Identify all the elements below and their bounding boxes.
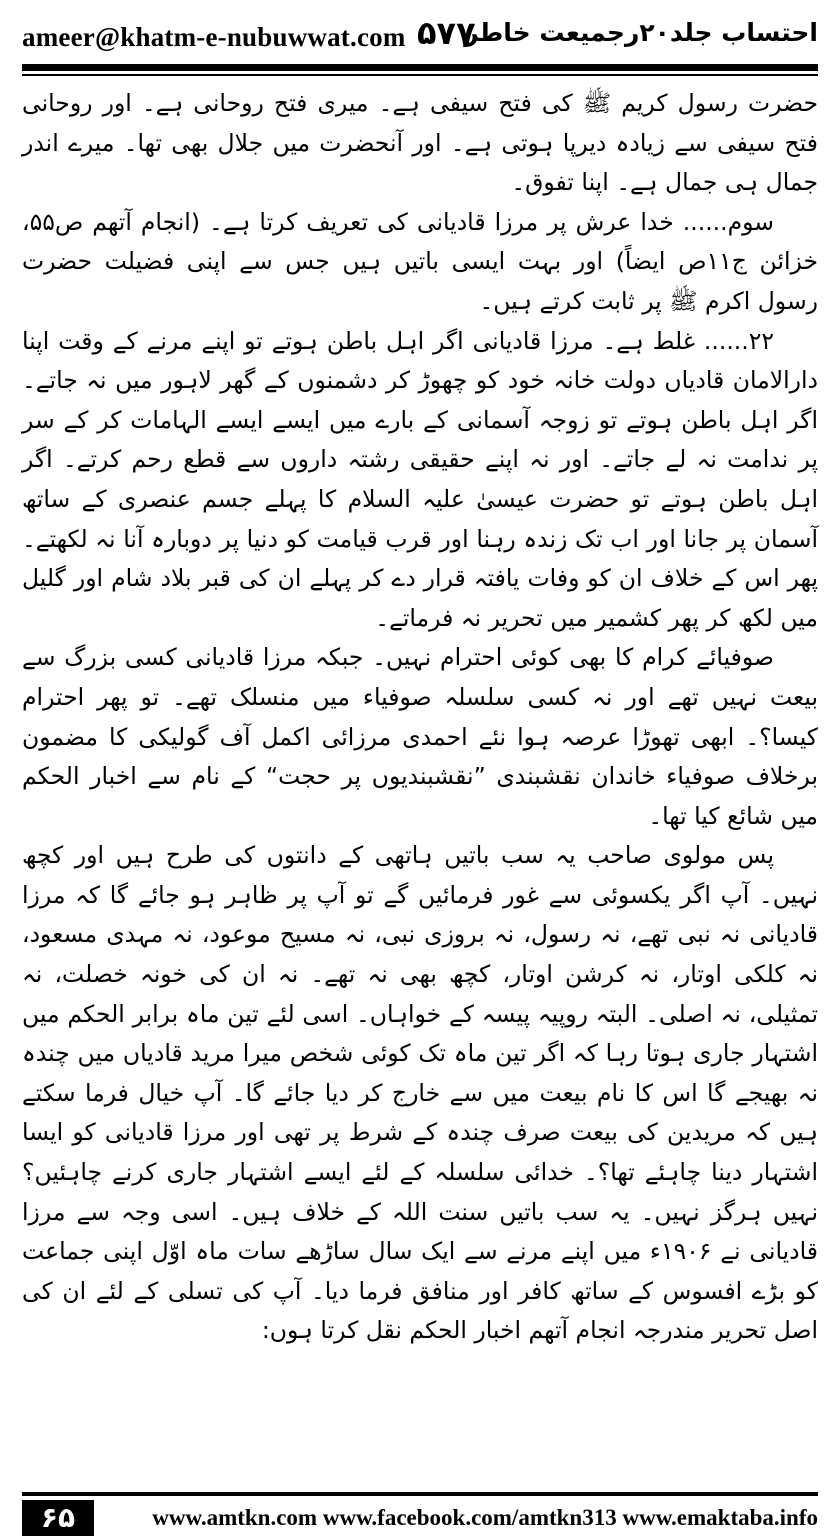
header-email[interactable]: ameer@khatm-e-nubuwwat.com bbox=[22, 22, 406, 52]
footer-page-number: ۶۵ bbox=[22, 1500, 94, 1536]
paragraph-4: صوفیائے کرام کا بھی کوئی احترام نہیں۔ جبکہ مرزا قادیانی کسی بزرگ سے بیعت نہیں تھے اور نہ کسی سلسلہ صوفیاء میں منسلک تھے۔ تو پھر احترام کیسا؟۔ ابھی تھوڑا عرصہ ہوا نئے احمدی مرزائی اکمل آف گولیکی کا مضمون برخلاف صوفیاء خاندان نقشبندی ”نقشبندیوں پر حجت“ کے نام سے اخبار الحکم میں شائع کیا تھا۔ bbox=[22, 643, 818, 830]
header-rule-thick bbox=[22, 64, 818, 71]
page-header bbox=[22, 10, 818, 66]
page-body bbox=[22, 84, 818, 1351]
header-rule-thin bbox=[22, 74, 818, 76]
header-page-number: ۵۷۷ bbox=[417, 14, 476, 52]
paragraph-2: سوم...... خدا عرش پر مرزا قادیانی کی تعریف کرتا ہے۔ (انجام آتھم ص۵۵، خزائن ج۱۱ص ایضاً) اور بہت ایسی باتیں ہیں جس سے اپنی فضیلت حضرت رسول اکرم ﷺ پر ثابت کرتے ہیں۔ bbox=[22, 207, 819, 315]
paragraph-5: پس مولوی صاحب یہ سب باتیں ہاتھی کے دانتوں کی طرح ہیں اور کچھ نہیں۔ آپ اگر یکسوئی سے غور فرمائیں گے تو آپ پر ظاہر ہو جائے گا کہ مرزا قادیانی نہ نبی تھے، نہ رسول، نہ بروزی نبی، نہ مسیح موعود، نہ مہدی مسعود، نہ کلکی اوتار، نہ کرشن اوتار، کچھ بھی نہ تھے۔ نہ ان کی خونہ خصلت، نہ تمثیلی، نہ اصلی۔ البتہ روپیہ پیسہ کے خواہاں۔ اسی لئے تین ماہ برابر الحکم میں اشتہار جاری ہوتا رہا کہ اگر تین ماہ تک کوئی شخص میرا مرید قادیاں میں چندہ نہ بھیجے گا اس کا نام بیعت میں سے خارج کر دیا جائے گا۔ آپ خیال فرما سکتے ہیں کہ مریدین کی بیعت صرف چندہ کے شرط پر تھی اور مرزا قادیانی کو ایسا اشتہار دینا چاہئے تھا؟۔ خدائی سلسلہ کے لئے ایسے اشتہار جاری کرنے چاہئیں؟ نہیں ہرگز نہیں۔ یہ سب باتیں سنت اللہ کے خلاف ہیں۔ اسی وجہ سے مرزا قادیانی نے ۱۹۰۶ء میں اپنے مرنے سے ایک سال ساڑھے سات ماہ اوّل اپنی جماعت کو بڑے افسوس کے ساتھ کافر اور منافق فرما دیا۔ آپ کی تسلی کے لئے ان کی اصل تحریر مندرجہ انجام آتھم اخبار الحکم نقل کرتا ہوں: bbox=[22, 841, 819, 1345]
page-footer bbox=[22, 1500, 818, 1536]
footer-rule bbox=[22, 1492, 818, 1496]
footer-links[interactable]: www.amtkn.com www.facebook.com/amtkn313 www.emaktaba.info bbox=[152, 1505, 818, 1530]
header-book-title: احتساب جلد۲۰رجمیعت خاطر bbox=[464, 18, 818, 47]
paragraph-1: حضرت رسول کریم ﷺ کی فتح سیفی ہے۔ میری فتح روحانی ہے۔ اور روحانی فتح سیفی سے زیادہ دیرپا ہوتی ہے۔ اور آنحضرت میں جلال بھی تھا۔ میرے اندر جمال ہی جمال ہے۔ اپنا تفوق۔ bbox=[22, 89, 818, 197]
paragraph-3: ۲۲...... غلط ہے۔ مرزا قادیانی اگر اہل باطن ہوتے تو اپنے مرنے کے وقت اپنا دارالامان قادیاں دولت خانہ خود کو چھوڑ کر دشمنوں کے گھر لاہور میں نہ جاتے۔ اگر اہل باطن ہوتے تو زوجہ آسمانی کے بارے میں ایسے ایسے الہامات کر کے سر پر ندامت نہ لے جاتے۔ اور نہ اپنے حقیقی رشتہ داروں سے قطع رحم کرتے۔ اگر اہل باطن ہوتے تو حضرت عیسیٰ علیہ السلام کا پہلے جسم عنصری کے ساتھ آسمان پر جانا اور اب تک زندہ رہنا اور قرب قیامت کو دنیا پر دوبارہ آنا نہ لکھتے۔ پھر اس کے خلاف ان کو وفات یافتہ قرار دے کر پہلے ان کی قبر بلاد شام اور گلیل میں لکھ کر پھر کشمیر میں تحریر نہ فرماتے۔ bbox=[22, 326, 818, 632]
